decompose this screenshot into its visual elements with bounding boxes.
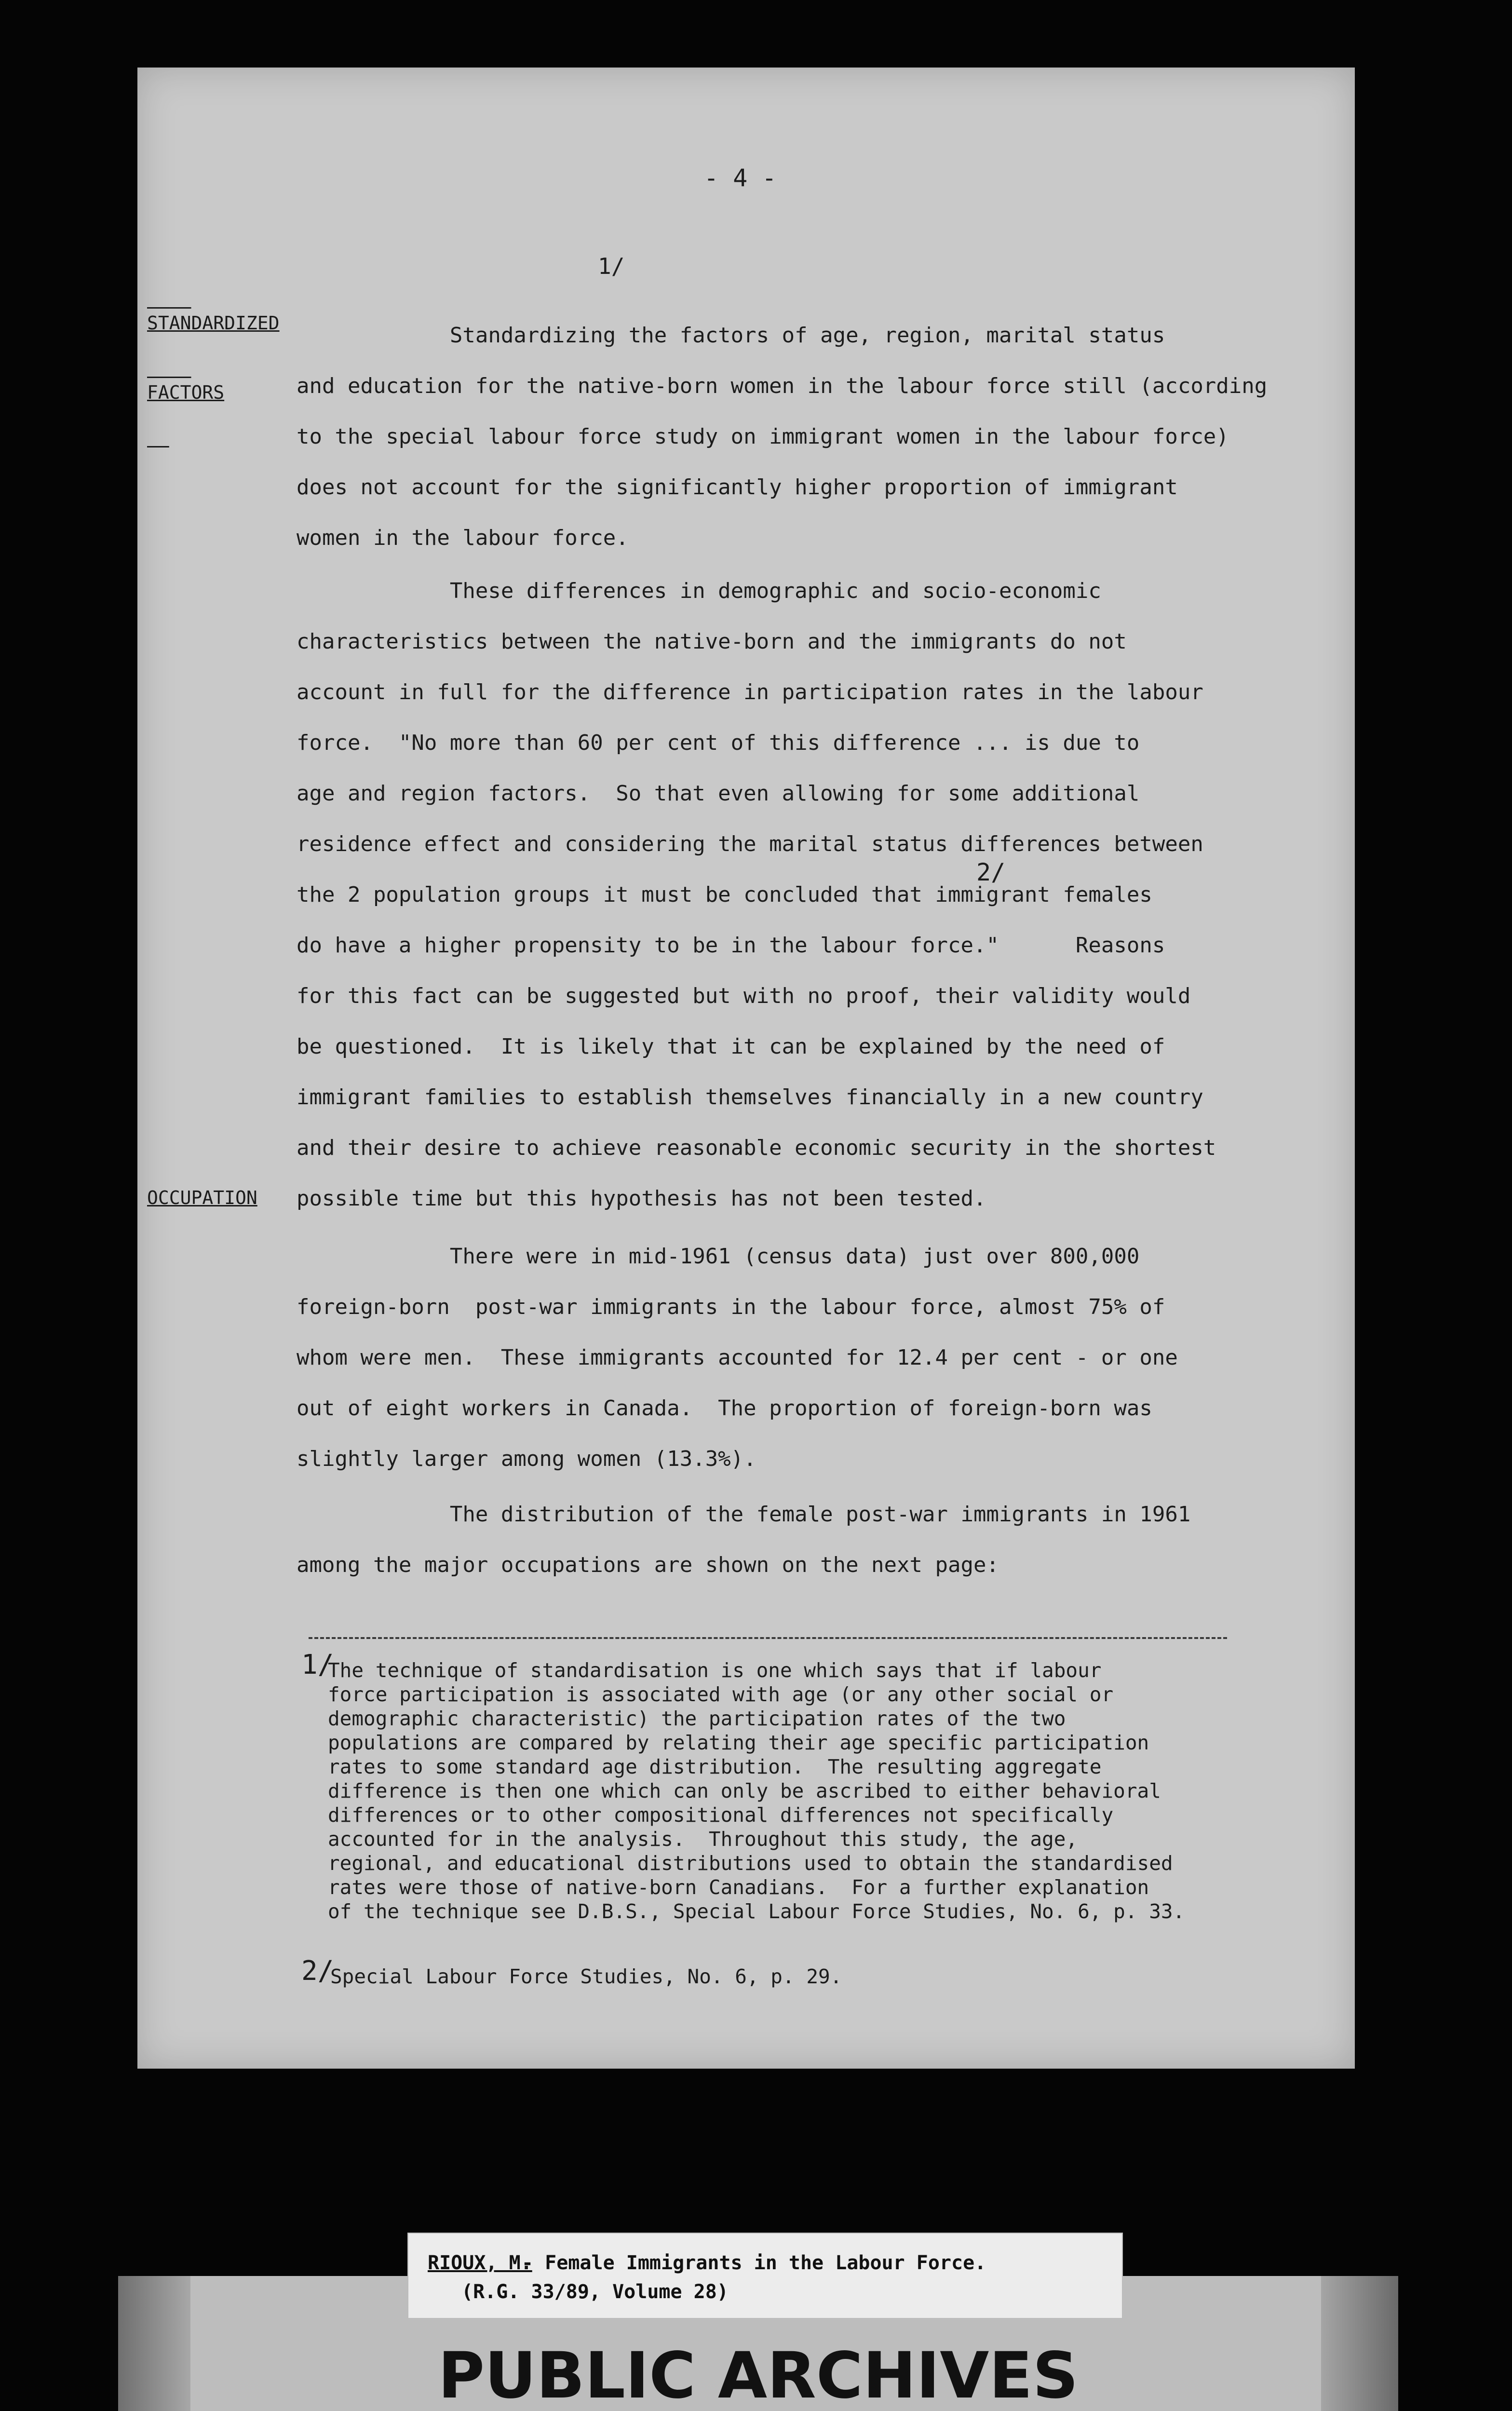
body-line: does not account for the significantly higher proportion of immigrant — [297, 475, 1178, 500]
footnote-1-line: populations are compared by relating their age specific participation — [328, 1731, 1149, 1754]
footnote-1-marker: 1/ — [301, 1649, 334, 1680]
body-line: There were in mid-1961 (census data) just over 800,000 — [297, 1244, 1140, 1269]
margin-heading-standardized-factors — [147, 265, 280, 450]
archive-stamp-line-1: PUBLIC ARCHIVES — [438, 2339, 1079, 2411]
body-line: out of eight workers in Canada. The proportion of foreign-born was — [297, 1396, 1152, 1421]
body-line: possible time but this hypothesis has not been tested. — [297, 1186, 986, 1211]
body-line: immigrant families to establish themselves financially in a new country — [297, 1085, 1203, 1110]
body-line: the 2 population groups it must be concluded that immigrant females — [297, 882, 1152, 907]
body-line: The distribution of the female post-war immigrants in 1961 — [297, 1502, 1191, 1527]
archive-reference-label — [407, 2233, 1123, 2319]
body-line: slightly larger among women (13.3%). — [297, 1447, 756, 1471]
label-reference: (R.G. 33/89, Volume 28) — [461, 2281, 729, 2303]
footnote-1-line: regional, and educational distributions used to obtain the standardised — [328, 1852, 1173, 1875]
footnote-1-line: differences or to other compositional differences not specifically — [328, 1803, 1114, 1827]
page-number: - 4 - — [704, 164, 777, 192]
body-line: for this fact can be suggested but with no proof, their validity would — [297, 984, 1191, 1008]
body-line: and their desire to achieve reasonable economic security in the shortest — [297, 1136, 1216, 1160]
footnote-2: Special Labour Force Studies, No. 6, p. 29. — [330, 1965, 842, 1988]
body-line: These differences in demographic and socio-economic — [297, 579, 1101, 603]
footnote-1-line: rates to some standard age distribution. The resulting aggregate — [328, 1755, 1102, 1778]
body-line: Standardizing the factors of age, region, marital status — [297, 323, 1165, 348]
footnote-1-line: demographic characteristic) the participation rates of the two — [328, 1707, 1066, 1730]
body-line: account in full for the difference in participation rates in the labour — [297, 680, 1203, 704]
body-line: foreign-born post-war immigrants in the labour force, almost 75% of — [297, 1295, 1165, 1319]
footnote-1-line: force participation is associated with age (or any other social or — [328, 1683, 1114, 1706]
footnote-1-line: of the technique see D.B.S., Special Labour Force Studies, No. 6, p. 33. — [328, 1900, 1185, 1923]
margin-heading-line: STANDARDIZED — [147, 312, 280, 334]
footnote-ref-1: 1/ — [598, 253, 625, 279]
body-line: among the major occupations are shown on the next page: — [297, 1553, 999, 1577]
body-line: characteristics between the native-born and the immigrants do not — [297, 629, 1127, 654]
body-line: and education for the native-born women in the labour force still (according — [297, 374, 1268, 398]
body-line: whom were men. These immigrants accounted for 12.4 per cent - or one — [297, 1345, 1178, 1370]
margin-heading-occupation: OCCUPATION — [147, 1187, 257, 1208]
footnote-separator — [309, 1637, 1227, 1639]
document-page — [137, 68, 1355, 2069]
margin-heading-line: FACTORS — [147, 382, 225, 403]
label-title: - Female Immigrants in the Labour Force. — [522, 2252, 986, 2274]
body-line: force. "No more than 60 per cent of this difference ... is due to — [297, 731, 1140, 755]
footnote-1-line: accounted for in the analysis. Throughout this study, the age, — [328, 1828, 1078, 1851]
footnote-1-line: The technique of standardisation is one which says that if labour — [328, 1659, 1102, 1682]
body-line: age and region factors. So that even allowing for some additional — [297, 781, 1140, 806]
footnote-ref-2: 2/ — [976, 858, 1006, 886]
body-line: be questioned. It is likely that it can be explained by the need of — [297, 1034, 1165, 1059]
body-line: women in the labour force. — [297, 526, 629, 550]
footnote-2-marker: 2/ — [301, 1955, 334, 1987]
footnote-1-line: difference is then one which can only be ascribed to either behavioral — [328, 1779, 1161, 1802]
body-line: do have a higher propensity to be in the labour force." Reasons — [297, 933, 1165, 958]
body-line: to the special labour force study on immigrant women in the labour force) — [297, 424, 1229, 449]
label-author: RIOUX, M. — [428, 2252, 532, 2274]
footnote-1-line: rates were those of native-born Canadians. For a further explanation — [328, 1876, 1149, 1899]
body-line: residence effect and considering the marital status differences between — [297, 832, 1203, 856]
